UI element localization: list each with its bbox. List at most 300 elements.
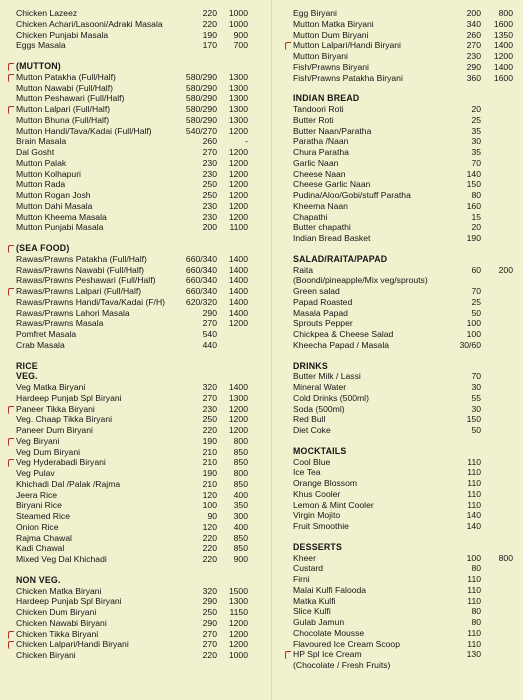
item-price-large: 1200 xyxy=(228,639,248,650)
item-price: 110 xyxy=(467,499,481,510)
item-price: 110 xyxy=(467,595,481,606)
item-name: Paneer Tikka Biryani xyxy=(16,403,95,414)
item-name: Pudina/Aloo/Gobi/stuff Paratha xyxy=(293,190,411,200)
menu-item xyxy=(9,72,261,83)
menu-item xyxy=(286,169,514,180)
item-name: Custard xyxy=(293,563,324,574)
item-price: 110 xyxy=(467,478,481,488)
menu-item xyxy=(286,617,514,628)
item-price: 160 xyxy=(466,200,481,211)
item-name: Mutton Kheema Masala xyxy=(16,211,107,222)
item-name: Veg Matka Biryani xyxy=(16,382,86,392)
item-name: Mineral Water xyxy=(293,382,347,392)
menu-item xyxy=(9,522,261,533)
item-name: Slice Kulfi xyxy=(293,606,331,617)
menu-item xyxy=(9,490,261,501)
item-name: Hardeep Punjab Spl Biryani xyxy=(16,596,122,607)
menu-item xyxy=(286,596,514,607)
item-price: 110 xyxy=(467,488,481,499)
item-price-large: - xyxy=(245,136,248,147)
item-price: 660/340 xyxy=(185,264,217,275)
menu-item xyxy=(9,618,261,629)
menu-item xyxy=(9,190,261,201)
item-price: 80 xyxy=(471,606,481,617)
item-name: Egg Biryani xyxy=(293,8,337,18)
section-title: DRINKS xyxy=(293,360,328,371)
section-title: VEG. xyxy=(16,371,38,382)
item-price: 230 xyxy=(202,200,217,211)
item-price: 100 xyxy=(466,329,481,339)
item-price-large: 850 xyxy=(233,446,248,457)
item-name: Veg Hyderabadi Biryani xyxy=(16,457,106,468)
menu-item xyxy=(286,115,514,126)
item-name: Mutton Bhuna (Full/Half) xyxy=(16,114,110,125)
section-spacer xyxy=(286,351,514,361)
item-price: 190 xyxy=(202,29,217,40)
menu-item xyxy=(9,297,261,308)
item-price: 150 xyxy=(466,179,481,190)
item-name: Veg Biryani xyxy=(16,435,60,446)
item-price-large: 800 xyxy=(498,552,513,563)
item-name: Indian Bread Basket xyxy=(293,233,371,243)
item-name: Kadi Chawal xyxy=(16,543,65,554)
item-name: Chura Paratha xyxy=(293,147,349,157)
item-price: 70 xyxy=(471,286,481,296)
menu-item xyxy=(9,457,261,468)
bracket-mark-icon xyxy=(8,74,14,82)
menu-item xyxy=(286,425,514,436)
item-name: Biryani Rice xyxy=(16,500,62,511)
section-spacer xyxy=(9,233,261,243)
item-name: Diet Coke xyxy=(293,425,331,435)
menu-item xyxy=(286,179,514,190)
item-price-large: 1000 xyxy=(228,8,248,18)
item-name: Mutton Biryani xyxy=(293,51,348,61)
item-price-large: 1600 xyxy=(493,72,513,83)
menu-item xyxy=(286,329,514,340)
item-name: Papad Roasted xyxy=(293,296,353,307)
item-price: 35 xyxy=(471,147,481,157)
item-price-large: 1300 xyxy=(228,104,248,114)
item-price-large: 1350 xyxy=(493,29,513,40)
item-price: 220 xyxy=(202,543,217,554)
item-price-large: 1200 xyxy=(228,617,248,628)
item-price: 580/290 xyxy=(185,114,217,125)
item-price: 270 xyxy=(202,639,217,650)
item-name: Crab Masala xyxy=(16,339,65,350)
item-name: Soda (500ml) xyxy=(293,403,345,414)
item-price: 170 xyxy=(202,40,217,51)
menu-item xyxy=(9,8,261,19)
item-name: Rawas/Prawns Handi/Tava/Kadai (F/H) xyxy=(16,296,166,307)
menu-item xyxy=(9,222,261,233)
item-price: 200 xyxy=(466,8,481,18)
item-price-large: 1200 xyxy=(228,211,248,222)
item-price: 580/290 xyxy=(185,71,217,82)
item-name: Kheema Naan xyxy=(293,200,348,211)
item-price-large: 400 xyxy=(233,489,248,500)
item-name: (Chocolate / Fresh Fruits) xyxy=(293,660,391,670)
menu-item xyxy=(286,201,514,212)
item-price: 70 xyxy=(471,371,481,382)
item-name: Cool Blue xyxy=(293,456,331,467)
menu-item xyxy=(9,115,261,126)
item-price-large: 1400 xyxy=(228,253,248,264)
menu-item xyxy=(286,212,514,223)
section-title: (MUTTON) xyxy=(16,61,61,71)
menu-item xyxy=(9,179,261,190)
section-title: DESSERTS xyxy=(293,541,343,552)
item-name: Chapathi xyxy=(293,211,328,222)
item-name: Cheese Garlic Naan xyxy=(293,179,371,190)
item-name: Mixed Veg Dal Khichadi xyxy=(16,554,107,564)
item-name: Butter Roti xyxy=(293,114,334,125)
menu-item xyxy=(286,19,514,30)
item-name: Firni xyxy=(293,574,310,584)
item-price: 25 xyxy=(471,114,481,125)
item-price-large: 1000 xyxy=(228,18,248,29)
item-name: Ice Tea xyxy=(293,467,321,478)
section-title: NON VEG. xyxy=(16,574,61,585)
menu-item xyxy=(286,382,514,393)
item-name: Chicken Nawabi Biryani xyxy=(16,617,107,628)
menu-item xyxy=(9,543,261,554)
menu-item xyxy=(286,190,514,201)
item-price: 290 xyxy=(202,596,217,607)
section-heading xyxy=(9,243,261,254)
menu-item xyxy=(9,318,261,329)
section-heading xyxy=(9,575,261,586)
item-price-large: 400 xyxy=(233,521,248,532)
menu-item xyxy=(286,265,514,276)
section-title: RICE xyxy=(16,360,38,371)
bracket-mark-icon xyxy=(8,63,14,71)
item-price: 70 xyxy=(471,157,481,168)
item-name: Malai Kulfi Falooda xyxy=(293,584,367,595)
menu-item xyxy=(286,126,514,137)
item-name: Kheecha Papad / Masala xyxy=(293,339,390,350)
item-price-large: 1400 xyxy=(228,275,248,286)
item-price-large: 900 xyxy=(233,554,248,564)
item-price-large: 1100 xyxy=(229,222,248,233)
section-spacer xyxy=(9,51,261,61)
item-price-large: 200 xyxy=(498,264,513,275)
item-name: Rawas/Prawns Nawabi (Full/Half) xyxy=(16,264,144,275)
section-spacer xyxy=(286,436,514,446)
item-price-large: 850 xyxy=(233,478,248,489)
item-price: 660/340 xyxy=(185,253,217,264)
item-price: 90 xyxy=(207,511,217,521)
menu-item xyxy=(286,404,514,415)
menu-item xyxy=(9,650,261,661)
item-price: 320 xyxy=(202,382,217,392)
item-price: 270 xyxy=(202,392,217,403)
menu-item xyxy=(9,329,261,340)
item-price-large: 1300 xyxy=(228,392,248,403)
item-price: 140 xyxy=(466,510,481,521)
item-name: Masala Papad xyxy=(293,307,348,318)
item-name: (Boondi/pineapple/Mix veg/sprouts) xyxy=(293,275,428,286)
item-name: Rawas/Prawns Peshawari (Full/Half) xyxy=(16,275,156,286)
item-price: 25 xyxy=(471,296,481,307)
bracket-mark-icon xyxy=(8,245,14,253)
menu-item xyxy=(286,457,514,468)
item-name: Mutton Peshawari (Full/Half) xyxy=(16,93,125,104)
item-price-large: 1400 xyxy=(493,40,513,51)
item-price: 220 xyxy=(202,554,217,564)
menu-item xyxy=(9,586,261,597)
menu-item xyxy=(9,607,261,618)
item-name: Fruit Smoothie xyxy=(293,521,349,531)
item-price: 210 xyxy=(202,446,217,457)
item-name: Chicken Lalpari/Handi Biryani xyxy=(16,639,129,650)
menu-item xyxy=(286,40,514,51)
item-price: 220 xyxy=(202,8,217,18)
menu-item xyxy=(286,500,514,511)
section-title: INDIAN BREAD xyxy=(293,93,360,104)
menu-item xyxy=(9,533,261,544)
section-spacer xyxy=(9,565,261,575)
bracket-mark-icon xyxy=(285,42,291,50)
item-price-large: 900 xyxy=(233,29,248,40)
item-price: 260 xyxy=(466,29,481,40)
menu-item xyxy=(9,286,261,297)
item-price: 540/270 xyxy=(185,125,217,136)
item-name: Mutton Palak xyxy=(16,157,67,168)
item-name: Chicken Matka Biryani xyxy=(16,585,102,596)
item-price: 270 xyxy=(202,628,217,639)
item-price: 220 xyxy=(202,532,217,543)
item-name: Chicken Lazeez xyxy=(16,8,78,18)
item-name: Matka Kulfi xyxy=(293,595,336,606)
item-name: Rawas/Prawns Patakha (Full/Half) xyxy=(16,253,147,264)
item-name: Red Bull xyxy=(293,414,326,425)
item-name: Mutton Matka Biryani xyxy=(293,18,374,29)
menu-item xyxy=(9,147,261,158)
item-price-large: 1200 xyxy=(228,425,248,435)
item-price: 140 xyxy=(466,168,481,179)
item-price: 220 xyxy=(202,650,217,660)
item-name: Mutton Patakha (Full/Half) xyxy=(16,71,116,82)
item-price: 20 xyxy=(471,222,481,233)
item-name: HP Spl Ice Cream xyxy=(293,649,362,660)
item-price: 360 xyxy=(466,72,481,83)
item-price-large: 1200 xyxy=(493,51,513,61)
item-price: 250 xyxy=(202,607,217,617)
menu-item xyxy=(9,639,261,650)
menu-item xyxy=(9,479,261,490)
item-name: Veg. Chaap Tikka Biryani xyxy=(16,414,113,425)
menu-item xyxy=(9,308,261,319)
item-price-large: 1400 xyxy=(228,286,248,296)
menu-item xyxy=(9,30,261,41)
item-name: Raita xyxy=(293,264,314,275)
item-name: Tandoori Roti xyxy=(293,104,344,114)
item-name: Fish/Prawns Biryani xyxy=(293,61,369,72)
menu-item xyxy=(9,436,261,447)
bracket-mark-icon xyxy=(8,459,14,467)
item-price: 230 xyxy=(202,168,217,179)
section-spacer xyxy=(9,351,261,361)
menu-item xyxy=(286,275,514,286)
item-name: Mutton Handi/Tava/Kadai (Full/Half) xyxy=(16,125,152,136)
item-name: Mutton Kolhapuri xyxy=(16,168,81,179)
item-name: Onion Rice xyxy=(16,521,59,532)
item-price: 190 xyxy=(202,435,217,446)
item-price: 220 xyxy=(202,18,217,29)
menu-item xyxy=(286,563,514,574)
item-name: Dal Gosht xyxy=(16,147,55,157)
item-price: 110 xyxy=(467,467,481,478)
item-price-large: 1300 xyxy=(228,71,248,82)
item-name: Lemon & Mint Cooler xyxy=(293,499,374,510)
menu-item xyxy=(286,393,514,404)
item-price-large: 1200 xyxy=(228,318,248,329)
menu-item xyxy=(286,574,514,585)
bracket-mark-icon xyxy=(8,288,14,296)
item-price: 50 xyxy=(471,425,481,435)
menu-item xyxy=(9,404,261,415)
menu-item xyxy=(286,286,514,297)
item-price: 110 xyxy=(467,456,481,467)
item-price: 110 xyxy=(467,584,481,595)
item-price: 55 xyxy=(471,392,481,403)
section-title: MOCKTAILS xyxy=(293,445,347,456)
menu-item xyxy=(9,83,261,94)
item-price: 190 xyxy=(466,233,481,243)
menu-item xyxy=(286,308,514,319)
item-name: Mutton Punjabi Masala xyxy=(16,222,104,233)
item-price: 20 xyxy=(471,104,481,114)
item-name: Butter Milk / Lassi xyxy=(293,371,361,382)
item-price: 30/60 xyxy=(459,339,481,350)
item-price-large: 1200 xyxy=(228,414,248,425)
item-price: 220 xyxy=(202,425,217,435)
item-name: Paratha /Naan xyxy=(293,136,349,147)
menu-item xyxy=(286,104,514,115)
item-price: 200 xyxy=(202,222,217,233)
section-heading xyxy=(9,61,261,72)
item-price: 270 xyxy=(466,40,481,51)
menu-item xyxy=(9,126,261,137)
item-price: 110 xyxy=(467,638,481,649)
item-price-large: 300 xyxy=(233,511,248,521)
item-price-large: 350 xyxy=(233,500,248,511)
item-price-large: 1200 xyxy=(228,200,248,211)
item-name: Veg Dum Biryani xyxy=(16,446,81,457)
menu-item xyxy=(286,467,514,478)
menu-item xyxy=(286,489,514,500)
menu-item xyxy=(9,393,261,404)
item-price: 100 xyxy=(202,500,217,511)
menu-item xyxy=(9,158,261,169)
item-price: 80 xyxy=(471,617,481,627)
bracket-mark-icon xyxy=(8,106,14,114)
menu-item xyxy=(9,212,261,223)
menu-item xyxy=(286,51,514,62)
item-price-large: 1200 xyxy=(228,403,248,414)
item-name: Flavoured Ice Cream Scoop xyxy=(293,638,400,649)
menu-item xyxy=(9,554,261,565)
item-price-large: 1300 xyxy=(228,114,248,125)
item-name: Garlic Naan xyxy=(293,157,339,168)
item-name: Cold Drinks (500ml) xyxy=(293,392,369,403)
menu-item xyxy=(9,40,261,51)
item-price-large: 1600 xyxy=(493,18,513,29)
menu-item xyxy=(286,628,514,639)
menu-item xyxy=(9,93,261,104)
item-name: Steamed Rice xyxy=(16,511,70,521)
item-price: 110 xyxy=(467,574,481,584)
item-price: 230 xyxy=(202,157,217,168)
item-name: Butter chapathi xyxy=(293,222,351,233)
item-price-large: 1400 xyxy=(228,296,248,307)
item-price-large: 800 xyxy=(233,435,248,446)
item-name: Chicken Dum Biryani xyxy=(16,607,97,617)
item-price: 210 xyxy=(202,457,217,468)
menu-item xyxy=(9,254,261,265)
menu-item xyxy=(286,318,514,329)
menu-item xyxy=(286,639,514,650)
menu-item xyxy=(286,585,514,596)
item-price-large: 1200 xyxy=(228,147,248,157)
menu-item xyxy=(9,265,261,276)
item-price: 50 xyxy=(471,307,481,318)
bracket-mark-icon xyxy=(285,651,291,659)
item-price: 440 xyxy=(202,339,217,350)
item-price: 80 xyxy=(471,563,481,574)
item-name: Jeera Rice xyxy=(16,489,58,500)
item-price: 340 xyxy=(466,18,481,29)
item-price-large: 1200 xyxy=(228,125,248,136)
item-price: 660/340 xyxy=(185,275,217,286)
item-name: Khus Cooler xyxy=(293,488,341,499)
item-name: Rawas/Prawns Masala xyxy=(16,318,104,329)
item-price-large: 1300 xyxy=(228,82,248,93)
item-name: Chicken Biryani xyxy=(16,650,76,660)
section-heading xyxy=(286,93,514,104)
item-price: 270 xyxy=(202,147,217,157)
item-name: Mutton Rada xyxy=(16,179,66,190)
menu-item xyxy=(286,222,514,233)
menu-item xyxy=(286,158,514,169)
item-price-large: 1400 xyxy=(228,382,248,392)
item-price: 250 xyxy=(202,179,217,190)
item-price: 210 xyxy=(202,478,217,489)
menu-item xyxy=(9,596,261,607)
bracket-mark-icon xyxy=(8,631,14,639)
item-price-large: 800 xyxy=(498,8,513,18)
item-name: Rawas/Prawns Lalpari (Full/Half) xyxy=(16,286,142,296)
item-name: Mutton Nawabi (Full/Half) xyxy=(16,82,113,93)
section-heading xyxy=(286,446,514,457)
item-price: 120 xyxy=(202,489,217,500)
menu-item xyxy=(286,30,514,41)
item-price: 100 xyxy=(466,318,481,329)
item-price: 100 xyxy=(466,552,481,563)
item-price: 30 xyxy=(471,136,481,147)
item-price: 140 xyxy=(466,521,481,531)
section-title: SALAD/RAITA/PAPAD xyxy=(293,253,388,264)
item-name: Chicken Tikka Biryani xyxy=(16,628,99,639)
item-price-large: 1400 xyxy=(493,61,513,72)
menu-item xyxy=(9,447,261,458)
item-price-large: 1200 xyxy=(228,190,248,200)
item-price-large: 1200 xyxy=(228,179,248,190)
menu-item xyxy=(286,233,514,244)
item-price-large: 1300 xyxy=(228,93,248,104)
item-name: Mutton Dum Biryani xyxy=(293,29,369,40)
